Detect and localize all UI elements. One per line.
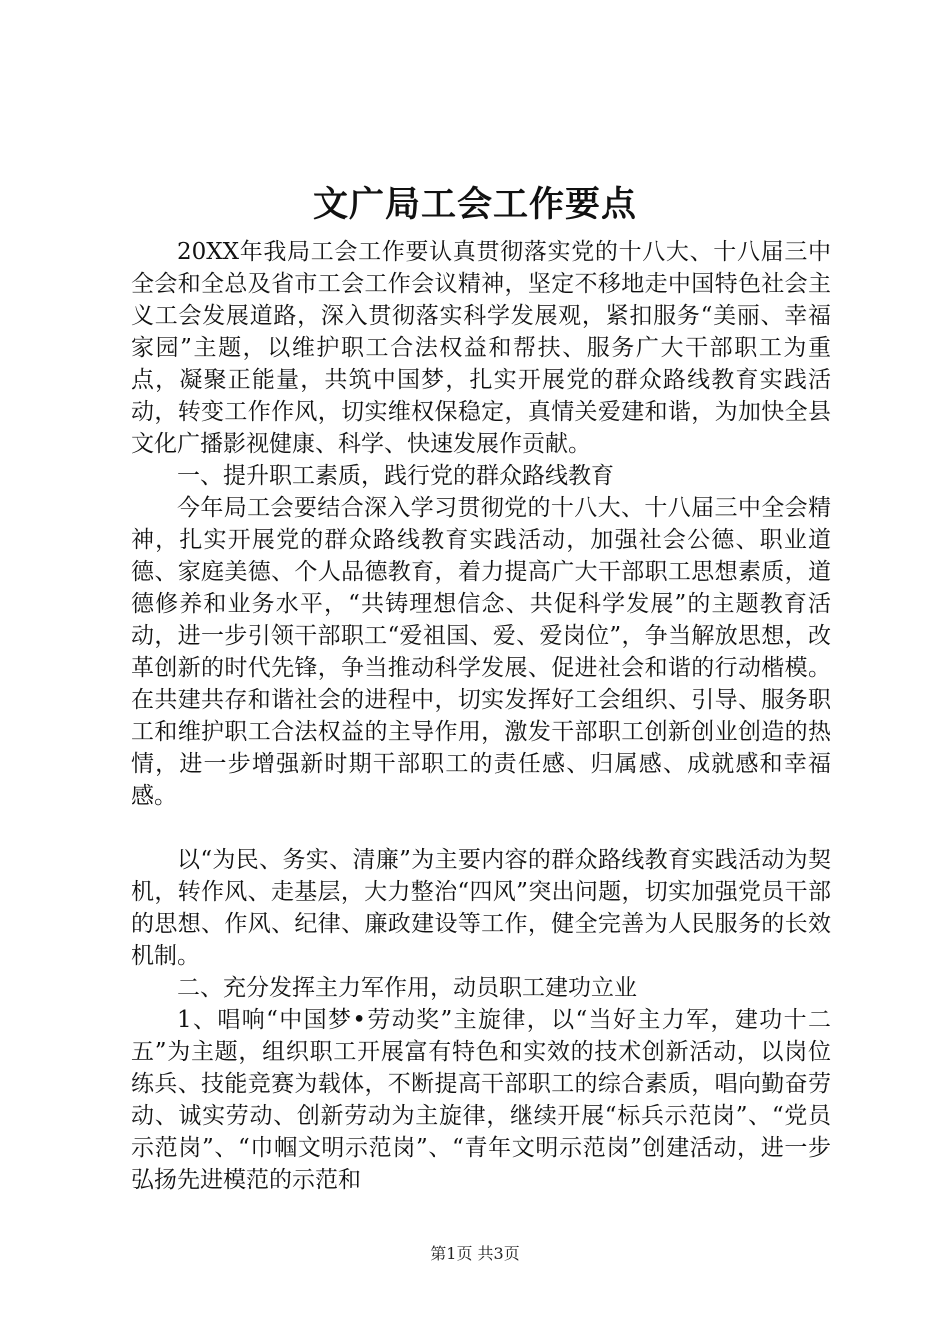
paragraph-item-1: 1、唱响“中国梦•劳动奖”主旋律，以“当好主力军，建功十二五”为主题，组织职工开展富有特色和实效的技术创新活动，以岗位练兵、技能竞赛为载体，不断提高干部职工的综合素质，唱向勤奋劳动、诚实劳动、创新劳动为主旋律，继续开展“标兵示范岗”、“党员示范岗”、“巾帼文明示范岗”、“青年文明示范岗”创建活动，进一步弘扬先进模范的示范和 [131, 1007, 831, 1193]
page-footer: 第1页 共3页 [430, 1244, 520, 1263]
paragraph-intro: 20XX年我局工会工作要认真贯彻落实党的十八大、十八届三中全会和全总及省市工会工作会议精神，坚定不移地走中国特色社会主义工会发展道路，深入贯彻落实科学发展观，紧扣服务“美丽、幸福家园”主题，以维护职工合法权益和帮扶、服务广大干部职工为重点，凝聚正能量，共筑中国梦，扎实开展党的群众路线教育实践活动，转变工作作风，切实维权保稳定，真情关爱建和谐，为加快全县文化广播影视健康、科学、快速发展作贡献。 [131, 239, 831, 457]
document-title: 文广局工会工作要点 [312, 184, 637, 225]
document-body [131, 236, 831, 1196]
section-heading-1: 一、提升职工素质，践行党的群众路线教育 [177, 463, 614, 489]
paragraph-section-1: 今年局工会要结合深入学习贯彻党的十八大、十八届三中全会精神，扎实开展党的群众路线教育实践活动，加强社会公德、职业道德、家庭美德、个人品德教育，着力提高广大干部职工思想素质，道德修养和业务水平，“共铸理想信念、共促科学发展”的主题教育活动，进一步引领干部职工“爱祖国、爱、爱岗位”，争当解放思想，改革创新的时代先锋，争当推动科学发展、促进社会和谐的行动楷模。在共建共存和谐社会的进程中，切实发挥好工会组织、引导、服务职工和维护职工合法权益的主导作用，激发干部职工创新创业创造的热情，进一步增强新时期干部职工的责任感、归属感、成就感和幸福感。 [131, 495, 831, 809]
paragraph-mass-line: 以“为民、务实、清廉”为主要内容的群众路线教育实践活动为契机，转作风、走基层，大力整治“四风”突出问题，切实加强党员干部的思想、作风、纪律、廉政建设等工作，健全完善为人民服务的长效机制。 [131, 847, 831, 969]
section-heading-2: 二、充分发挥主力军作用，动员职工建功立业 [177, 975, 637, 1001]
